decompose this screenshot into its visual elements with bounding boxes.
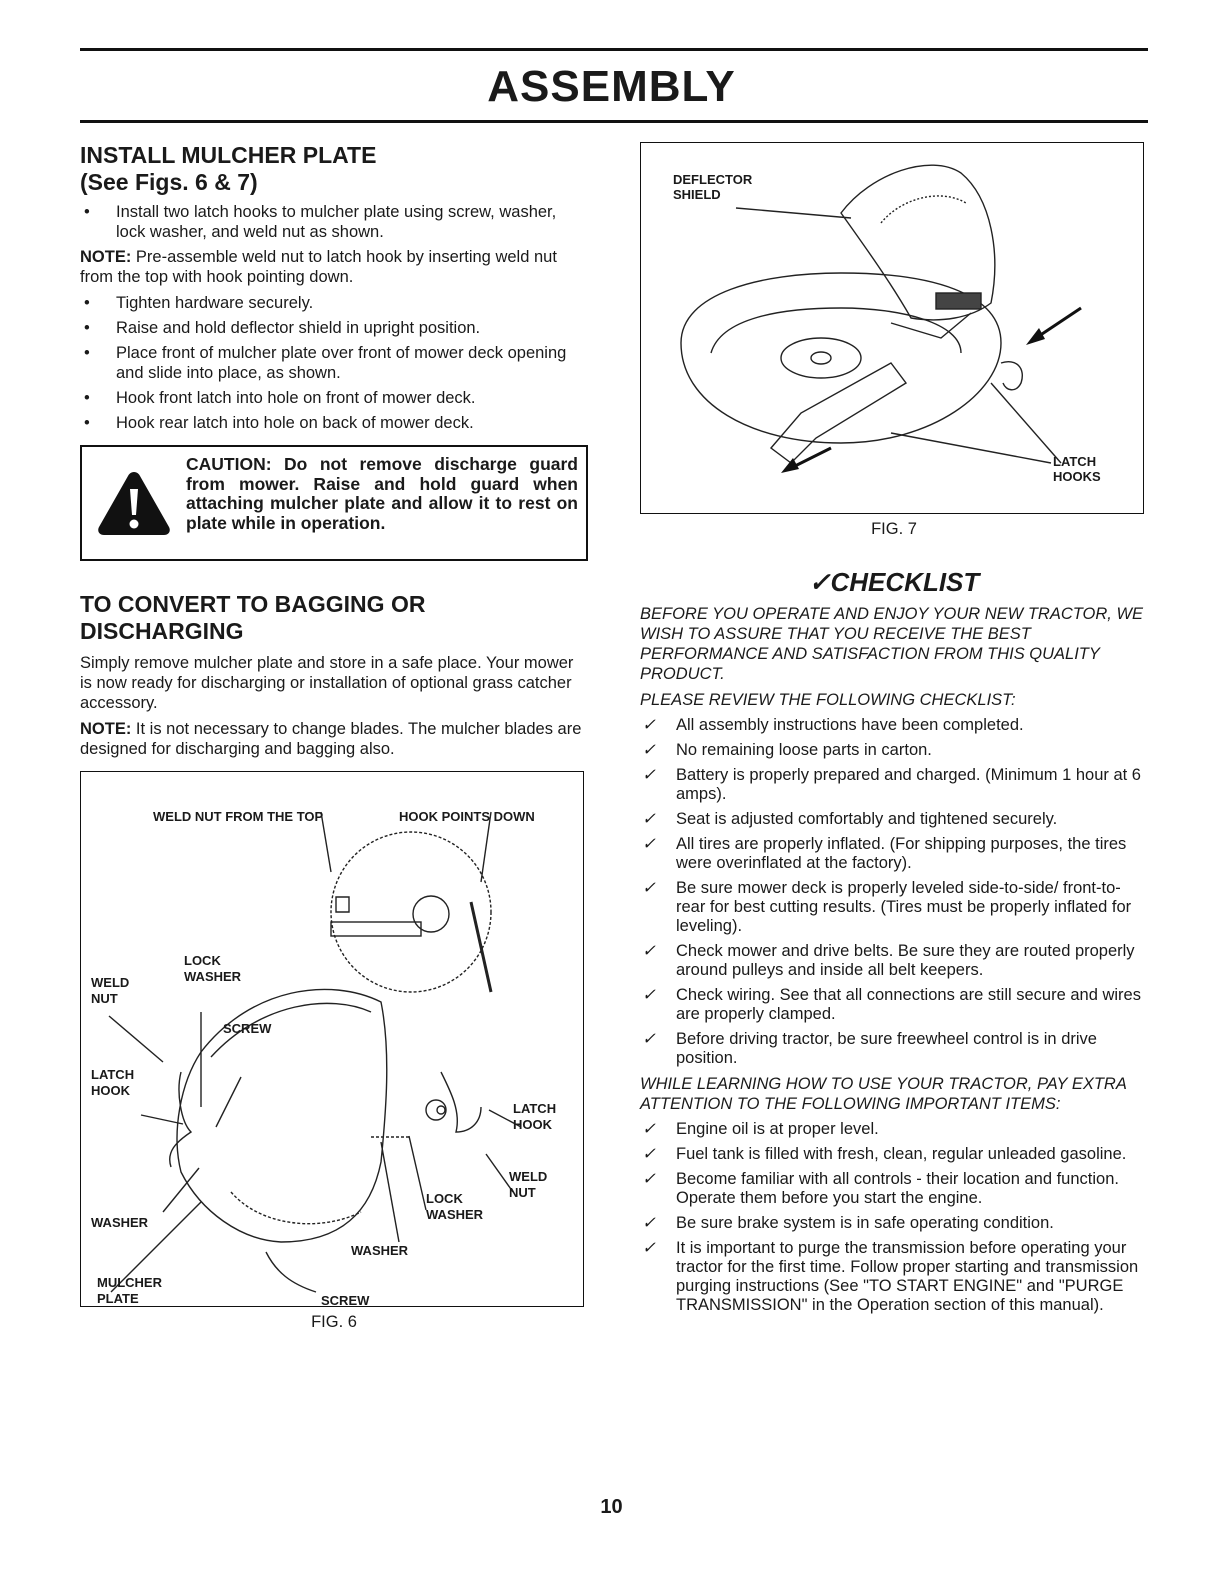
fig6-label-washer-bottom: WASHER [351, 1243, 409, 1258]
list-item: • Install two latch hooks to mulcher plate using screw, washer, lock washer, and weld nut as shown. [80, 202, 588, 242]
page-title: ASSEMBLY [487, 62, 736, 111]
checklist-while: WHILE LEARNING HOW TO USE YOUR TRACTOR, PAY EXTRA ATTENTION TO THE FOLLOWING IMPORTANT ITEMS: [640, 1075, 1127, 1113]
fig6-label-screw-bottom: SCREW [321, 1293, 370, 1308]
fig6-label-latch-right: LATCH [513, 1101, 557, 1116]
list-item: ✓ Check mower and drive belts. Be sure they are routed properly around pulleys and inside all belt keepers. [640, 942, 1148, 980]
fig6-label-washer-left: WASHER [184, 969, 242, 984]
warning-icon [96, 469, 172, 537]
checklist-items-2 [640, 1120, 1148, 1315]
note-label: NOTE: [80, 248, 132, 266]
checklist-intro: BEFORE YOU OPERATE AND ENJOY YOUR NEW TRACTOR, WE WISH TO ASSURE THAT YOU RECEIVE THE BEST PERFORMANCE AND SATISFACTION FROM THIS QUALITY PRODUCT. [640, 605, 1144, 683]
note-text: Pre-assemble weld nut to latch hook by inserting weld nut from the top with hook pointing down. [80, 248, 557, 286]
fig6-label-weld-nut-top: WELD NUT FROM THE TOP [153, 809, 324, 824]
caution-box [80, 445, 588, 561]
list-item: ✓ All tires are properly inflated. (For shipping purposes, the tires were overinflated at the factory). [640, 835, 1148, 873]
right-column [640, 142, 1148, 1321]
list-item: ✓ Check wiring. See that all connections are still secure and wires are properly clamped. [640, 986, 1148, 1024]
fig6-label-washer-left-bottom: WASHER [91, 1215, 149, 1230]
convert-paragraph: Simply remove mulcher plate and store in a safe place. Your mower is now ready for discharging or installation of optional grass catcher accessory. [80, 654, 574, 712]
fig7-label-shield: SHIELD [673, 187, 721, 202]
list-item: ✓ Engine oil is at proper level. [640, 1120, 1148, 1139]
list-item: • Raise and hold deflector shield in upright position. [80, 318, 588, 338]
figure-7 [640, 142, 1144, 514]
list-item: ✓ It is important to purge the transmission before operating your tractor for the first time. Follow proper starting and transmission purging instructions (See "TO START ENGINE" and "PURGE TRANSMISSION" in the Operation section of this manual). [640, 1239, 1148, 1315]
list-item: ✓ All assembly instructions have been completed. [640, 716, 1148, 735]
mulcher-subheading: (See Figs. 6 & 7) [80, 169, 258, 195]
mulcher-note [80, 247, 588, 287]
fig6-label-hook-points-down: HOOK POINTS DOWN [399, 809, 535, 824]
list-item: • Tighten hardware securely. [80, 293, 588, 313]
list-item: • Place front of mulcher plate over front of mower deck opening and slide into place, as shown. [80, 343, 588, 383]
list-item: • Hook rear latch into hole on back of mower deck. [80, 413, 588, 433]
fig6-label-weld-right: WELD [509, 1169, 548, 1184]
fig6-label-nut-left: NUT [91, 991, 118, 1006]
fig6-label-screw-top: SCREW [223, 1021, 272, 1036]
checklist-review: PLEASE REVIEW THE FOLLOWING CHECKLIST: [640, 691, 1016, 709]
fig6-label-lock-right: LOCK [426, 1191, 463, 1206]
fig6-label-latch-left: LATCH [91, 1067, 135, 1082]
caution-text: CAUTION: Do not remove discharge guard from mower. Raise and hold guard when attaching mulcher plate and allow it to rest on plate while in operation. [186, 454, 578, 533]
mulcher-plate-illustration [81, 772, 583, 1306]
fig7-caption: FIG. 7 [871, 520, 917, 538]
fig6-label-nut-right: NUT [509, 1185, 536, 1200]
left-column [80, 142, 588, 1332]
mulcher-heading: INSTALL MULCHER PLATE [80, 142, 377, 168]
fig7-label-latch: LATCH [1053, 454, 1097, 469]
fig7-label-hooks: HOOKS [1053, 469, 1101, 484]
list-item: ✓ Before driving tractor, be sure freewheel control is in drive position. [640, 1030, 1148, 1068]
title-rule [80, 120, 1148, 123]
list-item: ✓ Be sure mower deck is properly leveled side-to-side/ front-to-rear for best cutting results. (Tires must be properly inflated for leveling). [640, 879, 1148, 936]
fig6-label-hook-left: HOOK [91, 1083, 130, 1098]
mulcher-bullets-2 [80, 293, 588, 433]
page-number: 10 [600, 1496, 623, 1518]
note-label: NOTE: [80, 720, 132, 738]
fig6-label-plate: PLATE [97, 1291, 139, 1306]
list-item: ✓ Fuel tank is filled with fresh, clean, regular unleaded gasoline. [640, 1145, 1148, 1164]
note-text: It is not necessary to change blades. The mulcher blades are designed for discharging and bagging also. [80, 720, 582, 758]
fig6-label-mulcher: MULCHER [97, 1275, 162, 1290]
list-item: ✓ Seat is adjusted comfortably and tightened securely. [640, 810, 1148, 829]
list-item: ✓ Become familiar with all controls - their location and function. Operate them before you start the engine. [640, 1170, 1148, 1208]
checklist-items [640, 716, 1148, 1068]
fig6-label-weld-left: WELD [91, 975, 130, 990]
fig6-caption: FIG. 6 [311, 1313, 357, 1331]
convert-heading: TO CONVERT TO BAGGING OR [80, 591, 426, 617]
fig6-label-washer-right: WASHER [426, 1207, 484, 1222]
list-item: ✓ Battery is properly prepared and charged. (Minimum 1 hour at 6 amps). [640, 766, 1148, 804]
fig7-label-deflector: DEFLECTOR [673, 172, 753, 187]
convert-subheading: DISCHARGING [80, 618, 244, 644]
checklist-title: ✓CHECKLIST [808, 567, 980, 597]
list-item: ✓ No remaining loose parts in carton. [640, 741, 1148, 760]
fig6-label-hook-right: HOOK [513, 1117, 552, 1132]
mulcher-bullets-1 [80, 202, 588, 242]
figure-6 [80, 771, 584, 1307]
list-item: ✓ Be sure brake system is in safe operating condition. [640, 1214, 1148, 1233]
top-rule [80, 48, 1148, 51]
convert-note [80, 719, 588, 759]
fig6-label-lock-left: LOCK [184, 953, 221, 968]
list-item: • Hook front latch into hole on front of mower deck. [80, 388, 588, 408]
